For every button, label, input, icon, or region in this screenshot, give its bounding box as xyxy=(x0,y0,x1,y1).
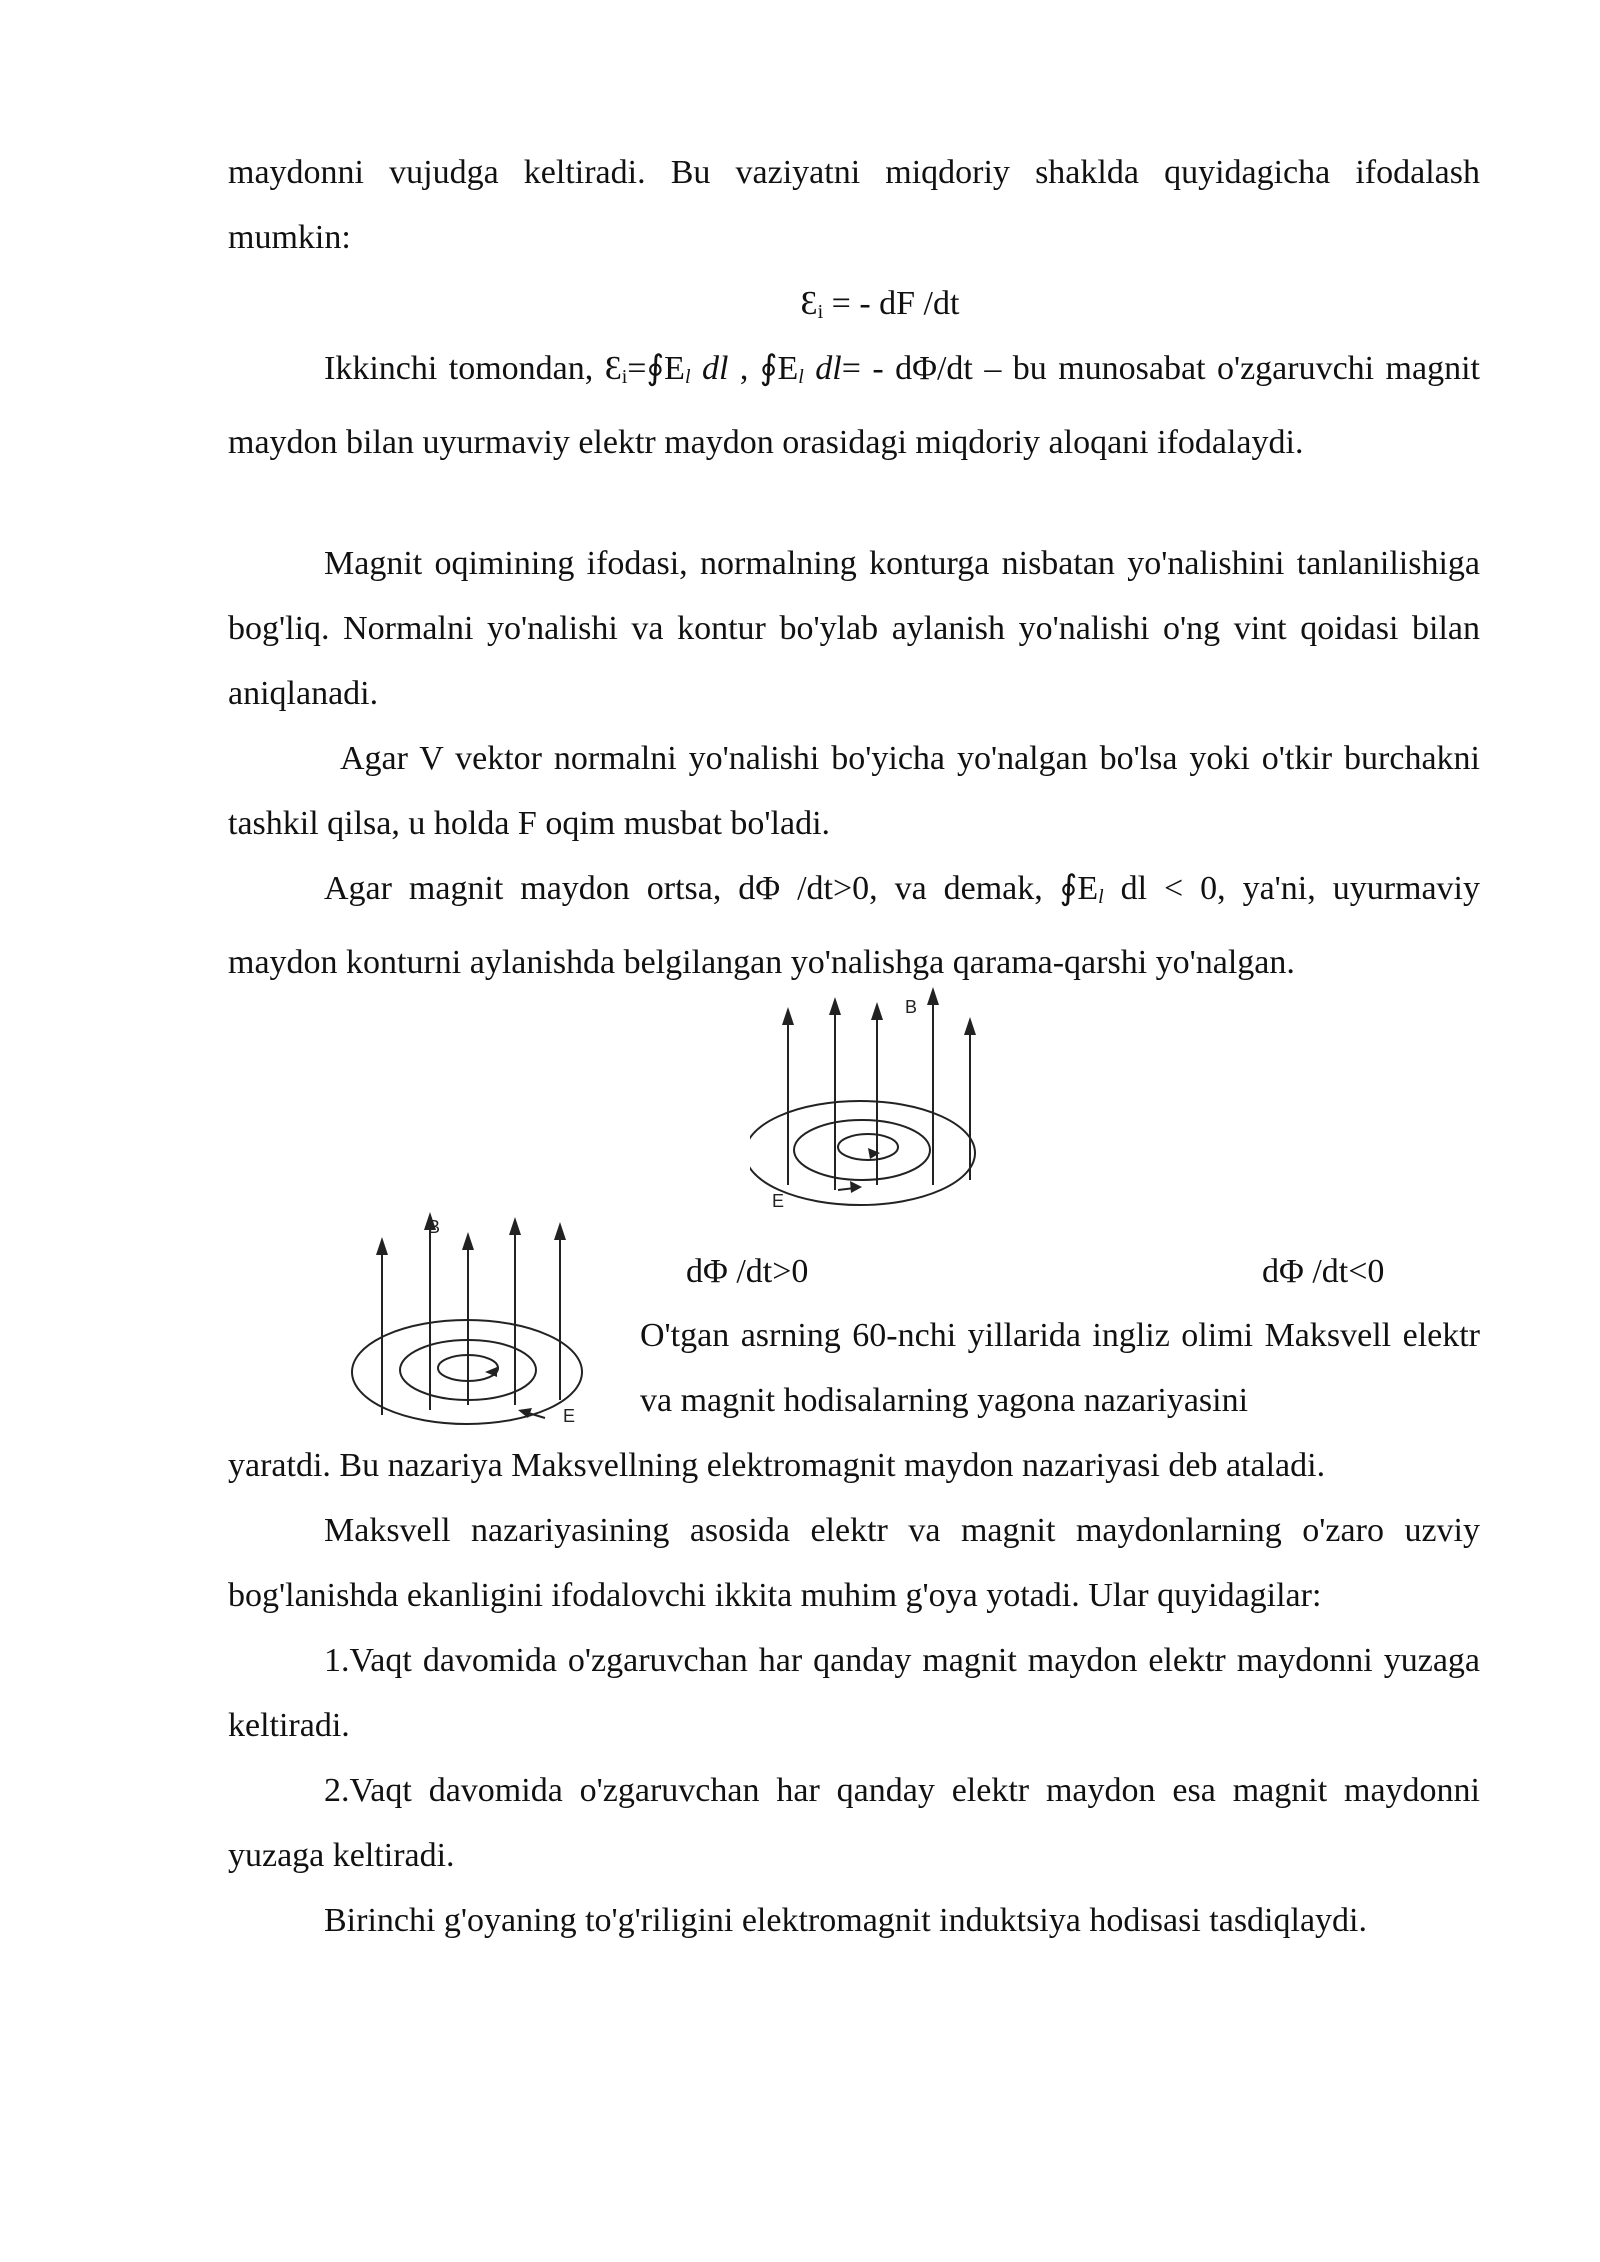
paragraph-10: Birinchi g'oyaning to'g'riligini elektromagnit induktsiya hodisasi tasdiqlaydi. xyxy=(324,1902,1367,1939)
formula-emf-symbol: Ɛ xyxy=(800,285,818,322)
paragraph-8: 1.Vaqt davomida o'zgaruvchan har qanday magnit maydon elektr maydonni yuzaga keltiradi. xyxy=(228,1642,1480,1744)
caption-decreasing: dΦ /dt<0 xyxy=(1262,1253,1385,1290)
label-e-bottom: E xyxy=(563,1406,576,1426)
formula-emf-subscript: i xyxy=(817,301,824,323)
p2-dl2: dl xyxy=(803,350,842,387)
p2-sub-l1: l xyxy=(684,366,691,388)
p2-dl1: dl xyxy=(690,350,729,387)
label-b-top: B xyxy=(905,997,918,1017)
caption-increasing: dΦ /dt>0 xyxy=(686,1253,809,1290)
paragraph-1-line-1: maydonni vujudga keltiradi. Bu vaziyatni miqdoriy shaklda quyidagicha ifodalash xyxy=(228,154,1480,191)
p2-sub-l2: l xyxy=(798,366,804,388)
p2-text-c: = - dΦ/dt – bu munosabat o'zgaruvchi magnit maydon bilan uyurmaviy elektr maydon orasidagi miqdoriy aloqani ifodalaydi. xyxy=(228,350,1480,461)
p5-text-a: Agar magnit maydon ortsa, dΦ /dt>0, va demak, ∮E xyxy=(324,870,1099,907)
paragraph-6-tail: yaratdi. Bu nazariya Maksvellning elektromagnit maydon nazariyasi deb ataladi. xyxy=(228,1447,1326,1484)
paragraph-9: 2.Vaqt davomida o'zgaruvchan har qanday elektr maydon esa magnit maydonni yuzaga keltiradi. xyxy=(228,1772,1480,1874)
label-e-top: E xyxy=(772,1191,785,1211)
p2-eq: =∮E xyxy=(627,350,685,387)
paragraph-3: Magnit oqimining ifodasi, normalning konturga nisbatan yo'nalishini tanlanilishiga bog'liq. Normalni yo'nalishi va kontur bo'ylab aylanish yo'nalishi o'ng vint qoidasi bilan aniqlanadi. xyxy=(228,545,1480,712)
p2-text-a: Ikkinchi tomondan, xyxy=(324,350,605,387)
paragraph-6-wrapped: O'tgan asrning 60-nchi yillarida ingliz olimi Maksvell elektr va magnit hodisalarning yagona nazariyasini xyxy=(640,1317,1480,1419)
diagram-field-decreasing xyxy=(750,985,1010,1225)
paragraph-7: Maksvell nazariyasining asosida elektr va magnit maydonlarning o'zaro uzviy bog'lanishda ekanligini ifodalovchi ikkita muhim g'oya yotadi. Ular quyidagilar: xyxy=(228,1512,1480,1614)
paragraph-5 xyxy=(228,856,1480,995)
p5-text-b: dl < 0, ya'ni, uyurmaviy maydon konturni aylanishda belgilangan yo'nalishga qarama-qarshi yo'nalgan. xyxy=(228,870,1480,981)
formula-emf xyxy=(80,271,1600,345)
diagram-field-increasing xyxy=(350,1200,600,1440)
p2-eps: Ɛ xyxy=(604,350,622,387)
label-b-bottom: B xyxy=(428,1217,441,1237)
formula-emf-rest: = - dF /dt xyxy=(823,285,960,322)
paragraph-2 xyxy=(228,336,1480,475)
paragraph-1-line-2: mumkin: xyxy=(228,219,351,256)
p5-sub-l: l xyxy=(1098,886,1104,908)
paragraph-4: Agar V vektor normalni yo'nalishi bo'yicha yo'nalgan bo'lsa yoki o'tkir burchakni tashkil qilsa, u holda F oqim musbat bo'ladi. xyxy=(228,740,1480,842)
p2-sub-i: i xyxy=(621,366,628,388)
p2-text-b: , ∮E xyxy=(728,350,799,387)
